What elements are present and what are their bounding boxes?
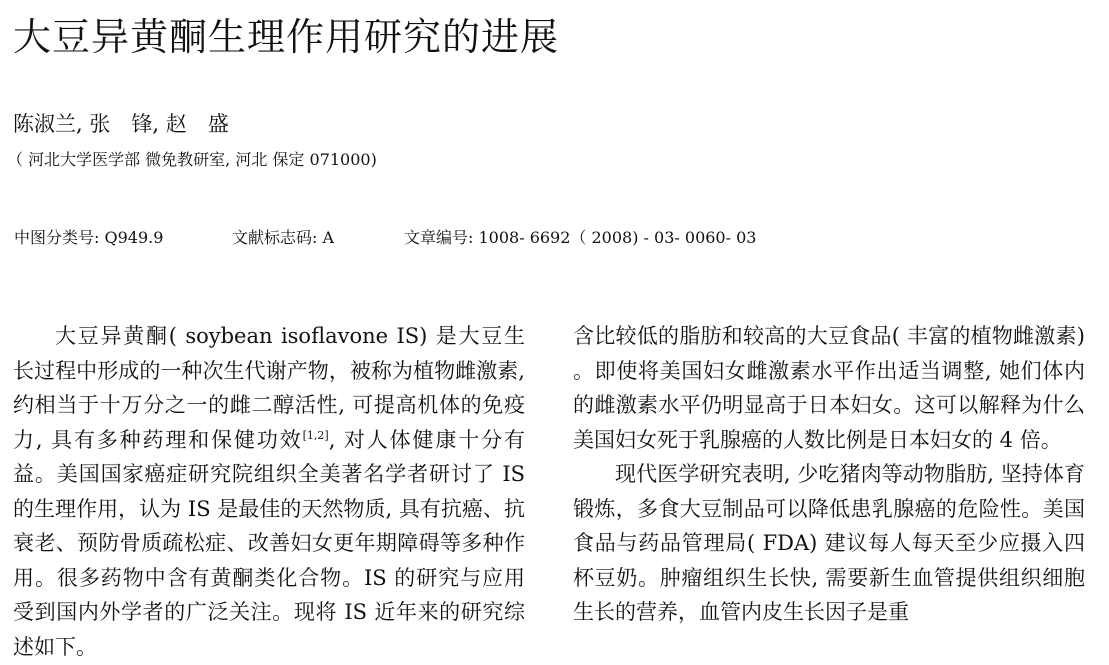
- clc-number: 中图分类号: Q949.9: [14, 228, 164, 247]
- citation: [1,2]: [302, 428, 329, 442]
- right-column: [573, 319, 1085, 630]
- paragraph: 含比较低的脂肪和较高的大豆食品( 丰富的植物雌激素) 。即使将美国妇女雌激素水平作出适当调整, 她们体内的雌激素水平仍明显高于日本妇女。这可以解释为什么美国妇女死于乳腺癌的人数比例是日本妇女的 4 倍。: [573, 324, 1085, 452]
- author-list: 陈淑兰, 张 锋, 赵 盛: [13, 112, 229, 136]
- article-meta: [14, 226, 756, 250]
- paragraph: [13, 319, 525, 664]
- article-number: 文章编号: 1008- 6692（ 2008) - 03- 0060- 03: [404, 228, 757, 247]
- article-title: 大豆异黄酮生理作用研究的进展: [13, 15, 560, 59]
- left-column: [13, 319, 525, 664]
- document-code: 文献标志码: A: [232, 228, 335, 247]
- affiliation: （ 河北大学医学部 微免教研室, 河北 保定 071000): [7, 150, 377, 169]
- paragraph: 现代医学研究表明, 少吃猪肉等动物脂肪, 坚持体育锻炼，多食大豆制品可以降低患乳腺癌的危险性。美国食品与药品管理局( FDA) 建议每人每天至少应摄入四杯豆奶。肿瘤组织生长快, 需要新生血管提供组织细胞生长的营养，血管内皮生长因子是重: [573, 462, 1085, 624]
- paragraph-text: 大豆异黄酮( soybean isoflavone IS) 是大豆生长过程中形成的一种次生代谢产物，被称为植物雌激素, 约相当于十万分之一的雌二醇活性, 可提高机体的免疫力, 具有多种药理和保健功效: [13, 324, 525, 452]
- paragraph-text: , 对人体健康十分有益。美国国家癌症研究院组织全美著名学者研讨了 IS 的生理作用，认为 IS 是最佳的天然物质, 具有抗癌、抗衰老、预防骨质疏松症、改善妇女更年期障碍等多种作用。很多药物中含有黄酮类化合物。IS 的研究与应用受到国内外学者的广泛关注。现将 IS 近年来的研究综述如下。: [13, 427, 525, 659]
